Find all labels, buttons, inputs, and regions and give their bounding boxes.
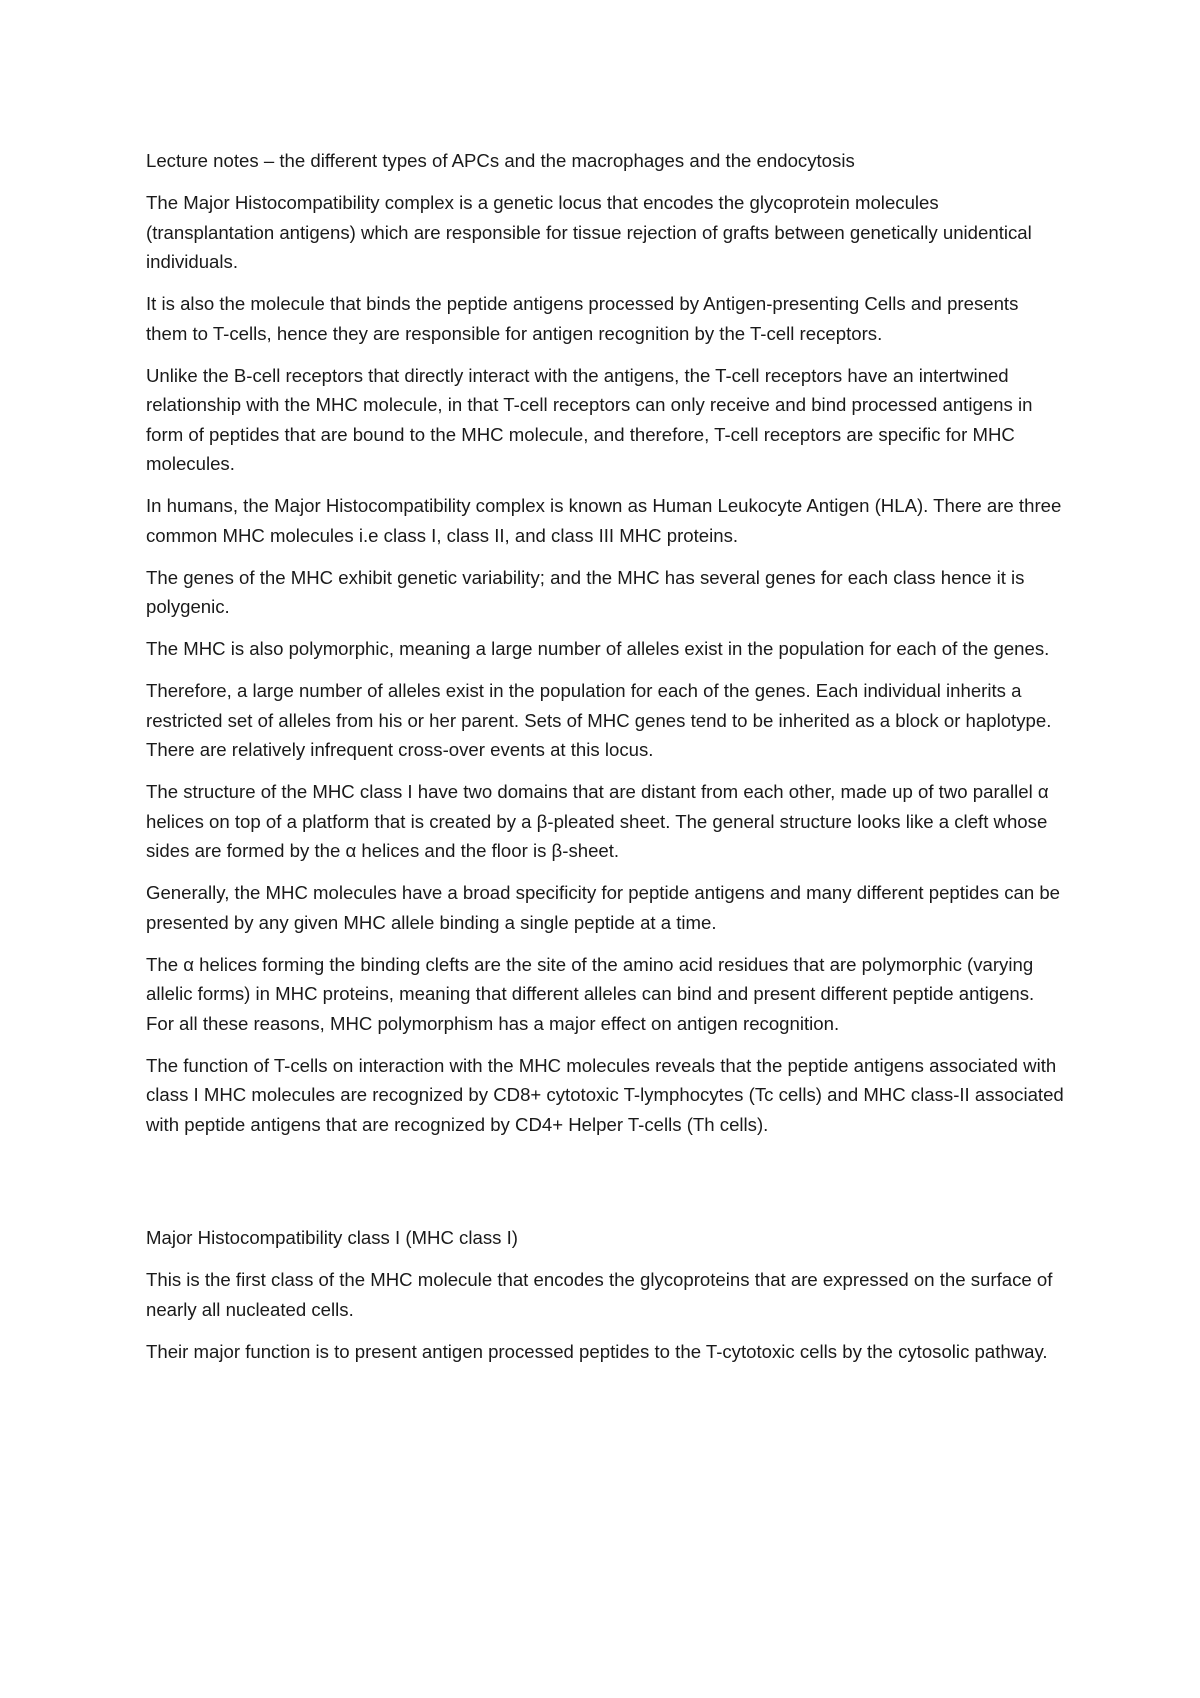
document-body [146, 146, 1064, 1379]
paragraph: It is also the molecule that binds the peptide antigens processed by Antigen-presenting Cells and presents them to T-cells, hence they are responsible for antigen recognition by the T-cell receptors. [146, 293, 1019, 344]
paragraph: Therefore, a large number of alleles exist in the population for each of the genes. Each individual inherits a restricted set of alleles from his or her parent. Sets of MHC genes tend to be inherited as a block or haplotype. There are relatively infrequent cross-over events at this locus. [146, 680, 1052, 760]
paragraph: The function of T-cells on interaction with the MHC molecules reveals that the peptide antigens associated with class I MHC molecules are recognized by CD8+ cytotoxic T-lymphocytes (Tc cells) and MHC class-II associated with peptide antigens that are recognized by CD4+ Helper T-cells (Th cells). [146, 1054, 1064, 1135]
paragraph: The structure of the MHC class I have two domains that are distant from each other, made up of two parallel α helices on top of a platform that is created by a β-pleated sheet. The general structure looks like a cleft whose sides are formed by the α helices and the floor is β-sheet. [146, 781, 1049, 861]
paragraph: The α helices forming the binding clefts are the site of the amino acid residues that are polymorphic (varying allelic forms) in MHC proteins, meaning that different alleles can bind and present different peptide antigens. For all these reasons, MHC polymorphism has a major effect on antigen recognition. [146, 953, 1035, 1034]
paragraph: Unlike the B-cell receptors that directly interact with the antigens, the T-cell receptors have an intertwined relationship with the MHC molecule, in that T-cell receptors can only receive and bind processed antigens in form of peptides that are bound to the MHC molecule, and therefore, T-cell receptors are specific for MHC molecules. [146, 364, 1033, 474]
section-heading: Major Histocompatibility class I (MHC class I) [146, 1227, 518, 1248]
paragraph: Their major function is to present antigen processed peptides to the T-cytotoxic cells by the cytosolic pathway. [146, 1340, 1048, 1362]
paragraph: This is the first class of the MHC molecule that encodes the glycoproteins that are expressed on the surface of nearly all nucleated cells. [146, 1269, 1053, 1320]
paragraph: The MHC is also polymorphic, meaning a large number of alleles exist in the population for each of the genes. [146, 638, 1050, 659]
paragraph: The genes of the MHC exhibit genetic variability; and the MHC has several genes for each class hence it is polygenic. [146, 566, 1025, 617]
document-title: Lecture notes – the different types of APCs and the macrophages and the endocytosis [146, 150, 855, 171]
paragraph: Generally, the MHC molecules have a broad specificity for peptide antigens and many different peptides can be presented by any given MHC allele binding a single peptide at a time. [146, 882, 1061, 933]
paragraph: The Major Histocompatibility complex is a genetic locus that encodes the glycoprotein molecules (transplantation antigens) which are responsible for tissue rejection of grafts between genetically unidentical individuals. [146, 192, 1032, 272]
paragraph: In humans, the Major Histocompatibility complex is known as Human Leukocyte Antigen (HLA). There are three common MHC molecules i.e class I, class II, and class III MHC proteins. [146, 495, 1062, 546]
